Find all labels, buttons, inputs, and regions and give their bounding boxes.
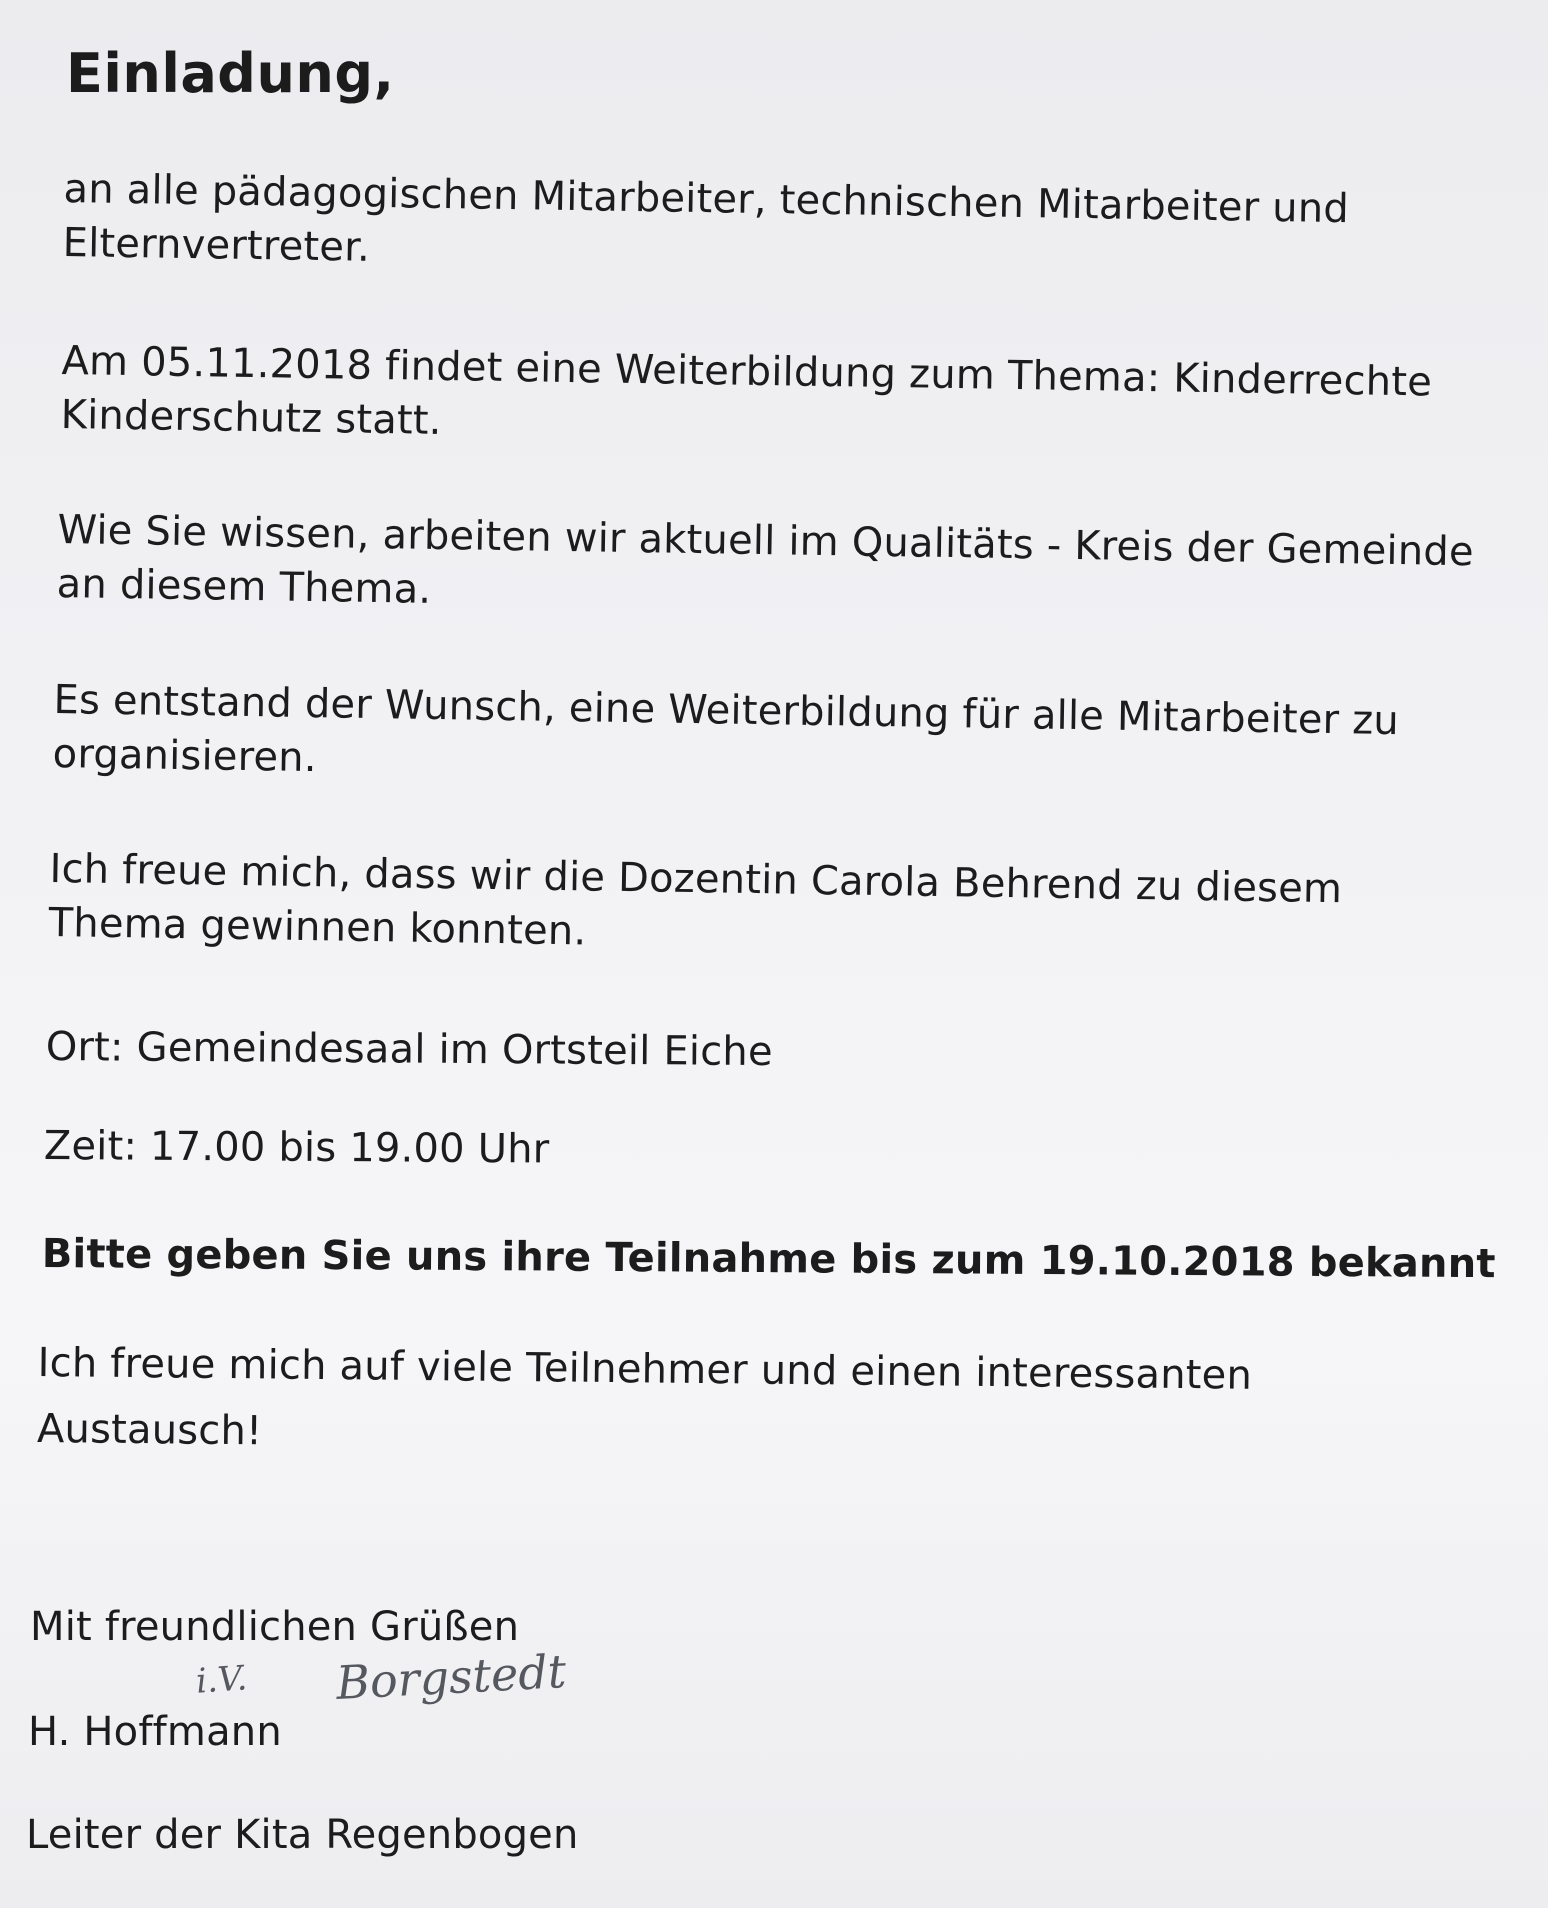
event-time: Zeit: 17.00 bis 19.00 Uhr [43,1122,550,1173]
paragraph-line: Ich freue mich auf viele Teilnehmer und einen interessanten [37,1339,1253,1399]
paragraph-line: Wie Sie wissen, arbeiten wir aktuell im Qualitäts - Kreis der Gemeinde [57,506,1475,576]
paragraph-line: organisieren. [52,730,318,782]
signature-handwritten-name: Borgstedt [334,1644,568,1710]
signatory-name: H. Hoffmann [28,1709,282,1755]
paragraph-quality-circle [56,503,1474,633]
event-location: Ort: Gemeindesaal im Ortsteil Eiche [45,1023,773,1076]
paragraph-line: Austausch! [36,1405,263,1455]
signatory-role: Leiter der Kita Regenbogen [26,1812,579,1858]
paragraph-line: an diesem Thema. [56,560,432,613]
paragraph-lecturer [48,842,1342,970]
paragraph-event [60,334,1432,464]
paragraph-line: Am 05.11.2018 findet eine Weiterbildung zum Thema: Kinderrechte [61,337,1433,406]
paragraph-line: Kinderschutz statt. [60,391,443,444]
paragraph-line: Ich freue mich, dass wir die Dozentin Carola Behrend zu diesem [49,845,1343,913]
registration-deadline: Bitte geben Sie uns ihre Teilnahme bis zum 19.10.2018 bekannt [41,1230,1496,1288]
signature-handwritten-prefix: i.V. [194,1658,249,1702]
closing-paragraph [37,1330,1253,1475]
paragraph-line: Es entstand der Wunsch, eine Weiterbildung für alle Mitarbeiter zu [53,676,1400,745]
letter-title: Einladung, [66,42,395,105]
paragraph-line: Thema gewinnen konnten. [48,899,587,955]
paragraph-wish [52,673,1399,802]
signature-greeting: Mit freundlichen Grüßen [30,1604,520,1650]
paragraph-line: an alle pädagogischen Mitarbeiter, technischen Mitarbeiter und [63,165,1350,233]
paragraph-recipients [62,162,1349,290]
paragraph-line: Elternvertreter. [62,219,371,271]
